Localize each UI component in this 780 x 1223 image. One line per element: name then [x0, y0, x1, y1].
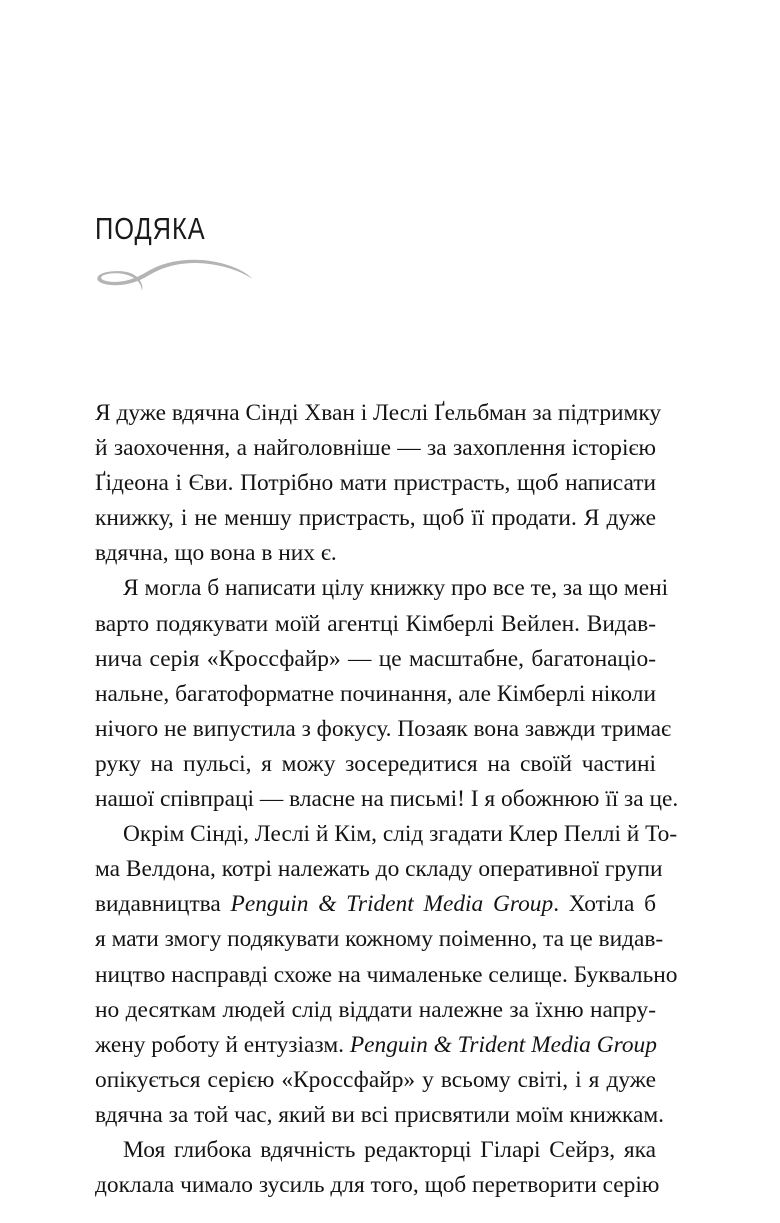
page-title: ПОДЯКА — [95, 211, 206, 246]
text-line: нича серія «Кроссфайр» — це масштабне, багатонаціо- — [95, 645, 656, 672]
text-line: Моя глибока вдячність редакторці Гіларі Сейрз, яка — [123, 1136, 656, 1163]
chapter-header — [95, 212, 655, 296]
text-line: варто подякувати моїй агентці Кімберлі Вейлен. Видав- — [95, 610, 656, 637]
text-line: опікується серією «Кроссфайр» у всьому світі, і я дуже — [95, 1066, 656, 1093]
calligraphic-flourish-icon — [95, 258, 255, 296]
text-line: ництво насправді схоже на чималеньке селище. Буквально — [95, 961, 678, 988]
text-line: руку на пульсі, я можу зосередитися на своїй частині — [95, 750, 656, 777]
text-line: ма Велдона, котрі належать до складу оперативної групи — [95, 856, 663, 883]
text-line: нашої співпраці — власне на письмі! І я обожнюю її за це. — [95, 786, 679, 813]
paragraph — [95, 817, 678, 1133]
paragraph — [95, 396, 662, 571]
text-line: доклала чимало зусиль для того, щоб перетворити серію — [95, 1172, 660, 1199]
text-line: я мати змогу подякувати кожному поіменно, та це видав- — [95, 926, 664, 953]
text-line: нальне, багатоформатне починання, але Кімберлі ніколи — [95, 680, 656, 707]
text-line: нічого не випустила з фокусу. Позаяк вона завжди тримає — [95, 715, 672, 742]
paragraph — [95, 571, 679, 817]
text-line: видавництва Penguin & Trident Media Group. Хотіла б — [95, 891, 656, 918]
italic-phrase: Penguin & Trident Media Group — [349, 1031, 657, 1058]
text-line: Окрім Сінді, Леслі й Кім, слід згадати Клер Пеллі й То- — [123, 821, 678, 848]
paragraph — [95, 1133, 660, 1203]
text-line: Я дуже вдячна Сінді Хван і Леслі Ґельбман за підтримку — [95, 400, 662, 426]
text-line: й заохочення, а найголовніше — за захоплення історією — [95, 435, 656, 462]
italic-phrase: Penguin & Trident Media Group — [230, 891, 554, 918]
text-line: книжку, і не меншу пристрасть, щоб її продати. Я дуже — [95, 505, 656, 532]
text-line: Ґідеона і Єви. Потрібно мати пристрасть, щоб написати — [95, 470, 656, 497]
body-text — [95, 396, 679, 1203]
text-line: вдячна за той час, який ви всі присвятили моїм книжкам. — [95, 1101, 664, 1128]
text-line: жену роботу й ентузіазм. Penguin & Trident Media Group — [95, 1031, 657, 1058]
text-line: Я могла б написати цілу книжку про все те, за що мені — [123, 575, 669, 602]
text-line: но десяткам людей слід віддати належне за їхню напру- — [95, 996, 656, 1023]
text-line: вдячна, що вона в них є. — [95, 540, 337, 567]
